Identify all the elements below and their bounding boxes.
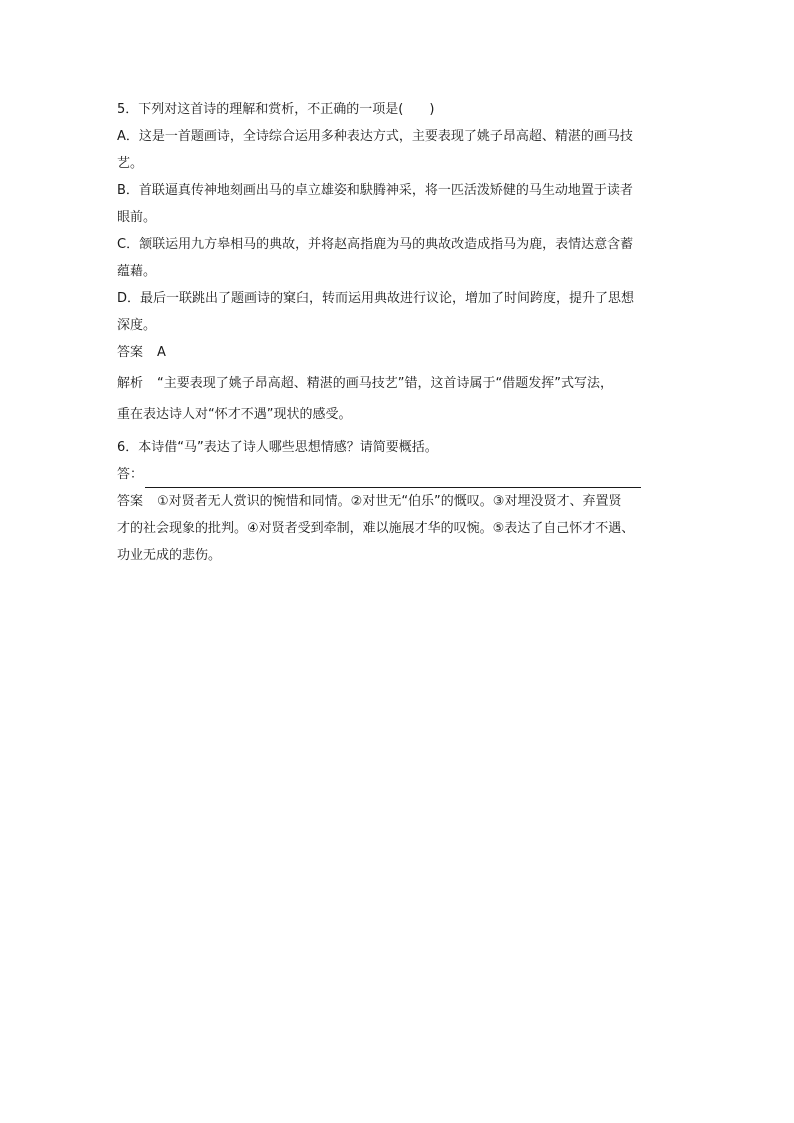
answer-label: 答案 [117,494,144,509]
question-5-analysis-line-2: 重在表达诗人对“怀才不遇”现状的感受。 [117,407,352,422]
document-page [117,96,681,569]
option-c-line-2: 蕴藉。 [117,264,157,279]
question-6-answer-line-3: 功业无成的悲伤。 [117,548,222,563]
option-d-line-1: D．最后一联跳出了题画诗的窠臼，转而运用典故进行议论，增加了时间跨度，提升了思想 [117,291,635,306]
question-5-answer [117,339,681,366]
option-a-line-1: A．这是一首题画诗，全诗综合运用多种表达方式，主要表现了姚子昂高超、精湛的画马技 [117,129,633,144]
question-5-stem: 5．下列对这首诗的理解和赏析，不正确的一项是( ) [117,102,435,117]
answer-value: A [157,345,166,360]
analysis-label: 解析 [117,376,144,391]
option-c-line-1: C．颔联运用九方皋相马的典故，并将赵高指鹿为马的典故改造成指马为鹿，表情达意含蓄 [117,237,634,252]
question-6-answer-line-1 [117,488,681,515]
option-d-line-2: 深度。 [117,318,157,333]
answer-blank-line[interactable] [145,469,641,488]
question-6-answer-line-2: 才的社会现象的批判。④对贤者受到牵制，难以施展才华的叹惋。⑤表达了自己怀才不遇、 [117,521,635,536]
response-label: 答： [117,467,144,482]
analysis-text-1: “主要表现了姚子昂高超、精湛的画马技艺”错，这首诗属于“借题发挥”式写法， [157,376,613,391]
answer-label: 答案 [117,345,144,360]
option-a-line-2: 艺。 [117,156,144,171]
option-b-line-2: 眼前。 [117,210,157,225]
option-b-line-1: B．首联逼真传神地刻画出马的卓立雄姿和駃腾神采，将一匹活泼矫健的马生动地置于读者 [117,183,633,198]
question-6-stem: 6．本诗借“马”表达了诗人哪些思想情感？请简要概括。 [117,440,438,455]
answer-text-1: ①对贤者无人赏识的惋惜和同情。②对世无“伯乐”的慨叹。③对埋没贤才、弃置贤 [157,494,622,509]
question-6-response-line [117,461,681,488]
question-5-analysis-line-1 [117,370,681,397]
